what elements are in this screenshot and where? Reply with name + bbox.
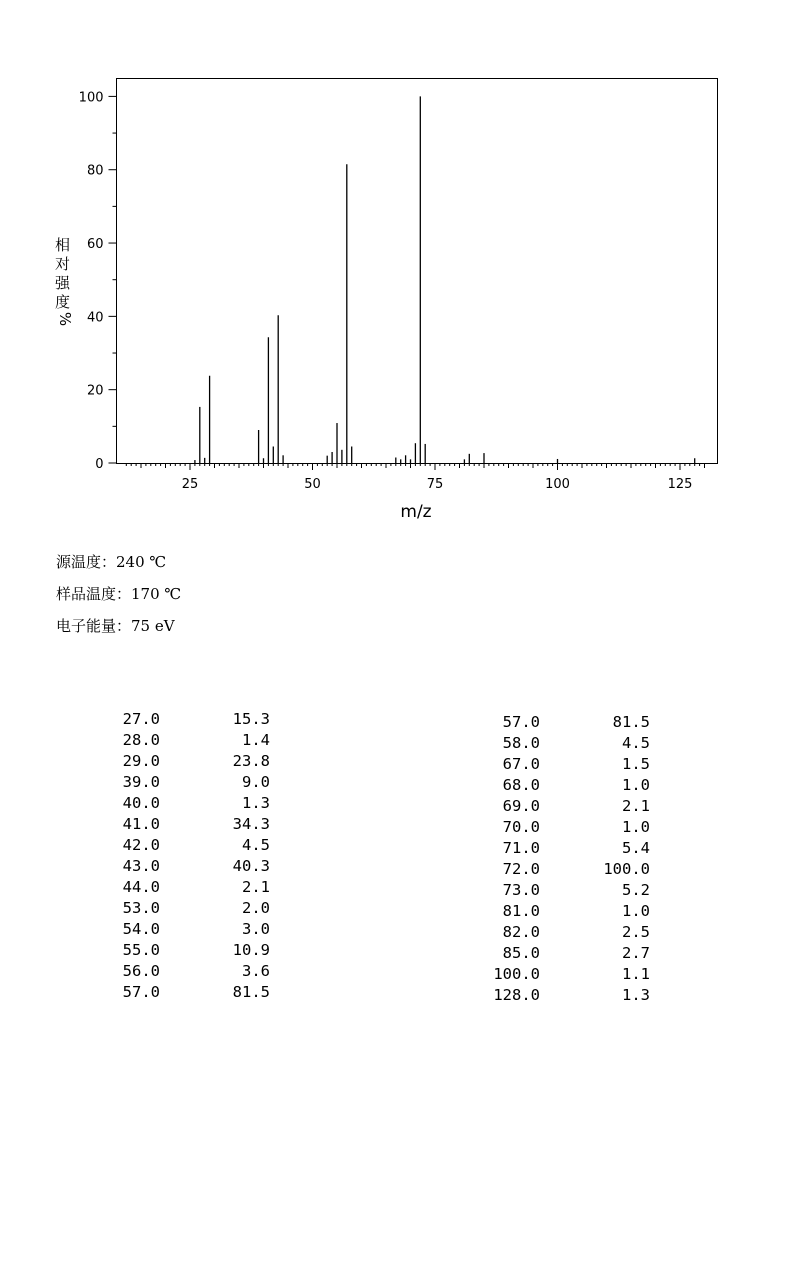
peak-mz: 70.0 (502, 818, 540, 836)
peak-intensity: 34.3 (232, 815, 270, 833)
peak-bars (195, 96, 695, 463)
peak-mz: 43.0 (122, 857, 160, 875)
peak-mz: 72.0 (502, 860, 540, 878)
peak-mz: 68.0 (502, 776, 540, 794)
peak-table-row (110, 815, 270, 836)
y-axis-label-char: % (56, 311, 75, 327)
peak-table-row (490, 902, 650, 923)
peak-table-row (110, 962, 270, 983)
y-axis-label-char: 对 (55, 255, 71, 273)
peak-intensity: 5.4 (622, 839, 650, 857)
peak-intensity: 1.5 (622, 755, 650, 773)
condition-value: 170 ℃ (131, 585, 182, 603)
peak-table-row (490, 734, 650, 755)
peak-table-row (490, 881, 650, 902)
peak-table-row (490, 860, 650, 881)
peak-mz: 41.0 (122, 815, 160, 833)
peak-mz: 27.0 (122, 710, 160, 728)
peak-table-row (110, 983, 270, 1004)
y-tick-label: 20 (86, 383, 104, 399)
x-tick-label: 75 (426, 477, 444, 492)
y-axis-ticks (79, 90, 117, 472)
peak-table-row (490, 818, 650, 839)
peak-table-row (110, 899, 270, 920)
peak-table-row (490, 944, 650, 965)
x-tick-label: 25 (181, 477, 199, 492)
peak-intensity: 1.0 (622, 818, 650, 836)
peak-table-row (110, 878, 270, 899)
peak-intensity: 1.3 (622, 986, 650, 1004)
condition-label: 源温度： (56, 553, 117, 571)
peak-mz: 82.0 (502, 923, 540, 941)
x-tick-label: 125 (667, 477, 693, 492)
peak-table-row (490, 776, 650, 797)
x-tick-label: 50 (304, 477, 321, 492)
peak-intensity: 9.0 (242, 773, 270, 791)
peak-mz: 55.0 (122, 941, 160, 959)
peak-intensity: 2.1 (622, 797, 650, 815)
peak-mz: 73.0 (502, 881, 540, 899)
peak-mz: 44.0 (122, 878, 160, 896)
peak-mz: 81.0 (502, 902, 540, 920)
peak-table-row (490, 713, 650, 734)
peak-intensity: 1.4 (242, 731, 270, 749)
y-tick-label: 60 (86, 237, 104, 253)
peak-intensity: 1.1 (622, 965, 650, 983)
peak-intensity: 3.0 (242, 920, 270, 938)
condition-value: 240 ℃ (116, 553, 167, 571)
peak-table-row (110, 836, 270, 857)
peak-table-row (110, 731, 270, 752)
peak-intensity: 1.0 (622, 902, 650, 920)
peak-table-row (490, 839, 650, 860)
peak-mz: 69.0 (502, 797, 540, 815)
peak-table-row (490, 797, 650, 818)
peak-intensity: 100.0 (603, 860, 650, 878)
peak-table-row (490, 965, 650, 986)
condition-label: 电子能量： (56, 617, 132, 635)
y-axis-label-char: 度 (55, 293, 71, 311)
peak-intensity: 3.6 (242, 962, 270, 980)
peak-mz: 29.0 (122, 752, 160, 770)
peak-intensity: 40.3 (232, 857, 270, 875)
y-tick-label: 80 (86, 163, 104, 179)
peak-intensity: 4.5 (622, 734, 650, 752)
peak-intensity: 4.5 (242, 836, 270, 854)
peak-mz: 58.0 (502, 734, 540, 752)
y-tick-label: 40 (86, 310, 104, 326)
peak-table-row (110, 752, 270, 773)
peak-mz: 42.0 (122, 836, 160, 854)
y-tick-label: 100 (78, 90, 104, 106)
peak-intensity: 15.3 (232, 710, 270, 728)
peak-intensity: 2.0 (242, 899, 270, 917)
condition-row (56, 551, 166, 572)
peak-mz: 71.0 (502, 839, 540, 857)
peak-table-left (110, 710, 270, 1004)
peak-mz: 67.0 (502, 755, 540, 773)
peak-mz: 128.0 (493, 986, 540, 1004)
peak-table-row (110, 794, 270, 815)
peak-mz: 57.0 (122, 983, 160, 1001)
peak-table-row (110, 920, 270, 941)
condition-label: 样品温度： (56, 585, 132, 603)
peak-intensity: 10.9 (232, 941, 270, 959)
peak-mz: 57.0 (502, 713, 540, 731)
peak-mz: 56.0 (122, 962, 160, 980)
y-axis-label-char: 强 (55, 274, 71, 292)
peak-table-row (490, 986, 650, 1007)
peak-mz: 28.0 (122, 731, 160, 749)
peak-mz: 53.0 (122, 899, 160, 917)
peak-intensity: 2.7 (622, 944, 650, 962)
peak-intensity: 5.2 (622, 881, 650, 899)
peak-table-row (490, 755, 650, 776)
peak-intensity: 81.5 (612, 713, 650, 731)
peak-mz: 39.0 (122, 773, 160, 791)
condition-value: 75 eV (131, 617, 175, 635)
peak-mz: 54.0 (122, 920, 160, 938)
peak-intensity: 2.1 (242, 878, 270, 896)
peak-intensity: 81.5 (232, 983, 270, 1001)
y-tick-label: 0 (95, 457, 104, 472)
condition-row (56, 615, 175, 636)
y-axis-label-char: 相 (55, 236, 71, 254)
condition-row (56, 583, 181, 604)
peak-table-right (490, 713, 650, 1007)
peak-intensity: 23.8 (232, 752, 270, 770)
peak-table-row (110, 710, 270, 731)
x-tick-label: 100 (545, 477, 570, 492)
peak-mz: 40.0 (122, 794, 160, 812)
peak-intensity: 1.3 (242, 794, 270, 812)
peak-table-row (110, 773, 270, 794)
peak-table-row (490, 923, 650, 944)
peak-intensity: 2.5 (622, 923, 650, 941)
x-axis-ticks (182, 463, 693, 492)
peak-table-row (110, 857, 270, 878)
peak-intensity: 1.0 (622, 776, 650, 794)
x-axis-label: m/z (400, 502, 432, 522)
mass-spectrum-chart (0, 0, 794, 530)
peak-mz: 100.0 (493, 965, 540, 983)
plot-frame (117, 79, 718, 464)
peak-table-row (110, 941, 270, 962)
peak-mz: 85.0 (502, 944, 540, 962)
